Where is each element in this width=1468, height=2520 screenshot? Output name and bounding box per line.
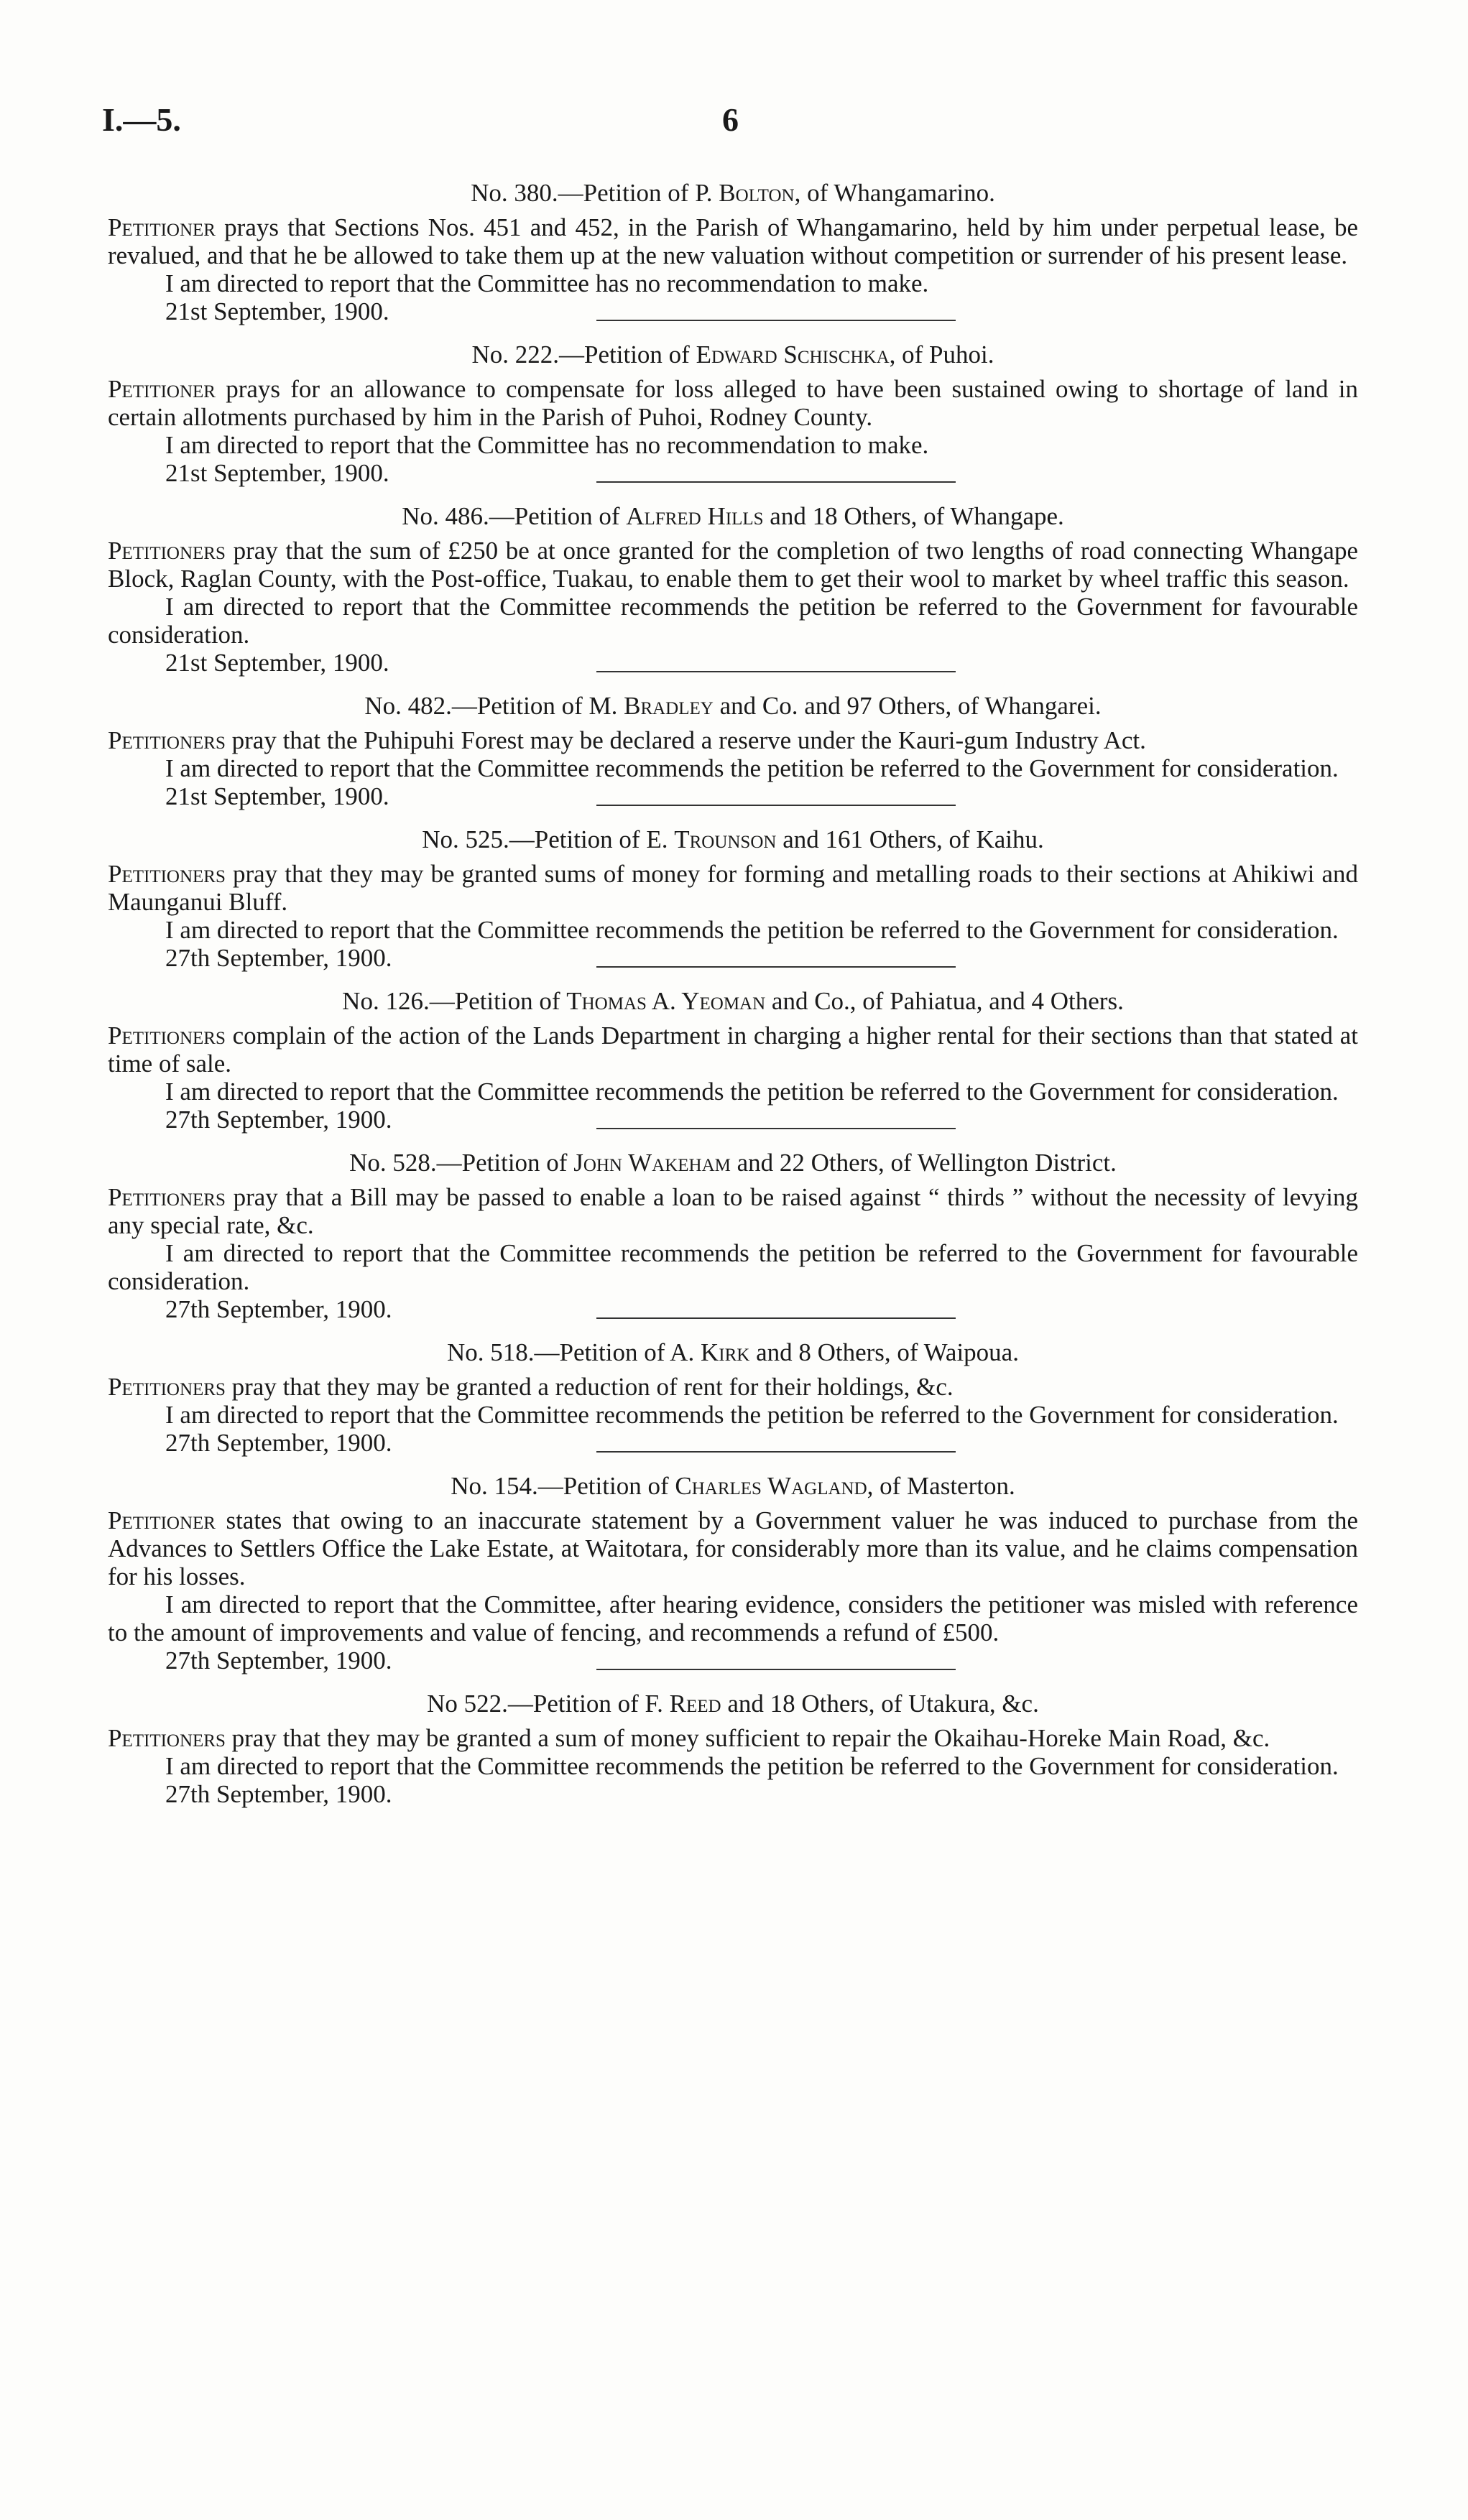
page-header (0, 101, 1468, 144)
title-prefix: No. 482.—Petition of M. (364, 692, 624, 720)
report-date: 21st September, 1900. (165, 297, 389, 325)
report-date: 27th September, 1900. (165, 1106, 392, 1134)
lead-word: Petitioners (108, 860, 226, 888)
petition-prayer (108, 1373, 1358, 1401)
title-suffix: and 8 Others, of Waipoua. (749, 1338, 1019, 1366)
petition-title (108, 1471, 1358, 1501)
title-suffix: and Co. and 97 Others, of Whangarei. (713, 692, 1102, 720)
petitioner-name: Thomas A. Yeoman (566, 987, 766, 1015)
lead-word: Petitioners (108, 1183, 226, 1211)
petition-title (108, 1148, 1358, 1178)
committee-report: I am directed to report that the Committee recommends the petition be referred to the Government for consideration. (165, 1078, 1339, 1106)
committee-report: I am directed to report that the Committee recommends the petition be referred to the Government for consideration. (165, 916, 1339, 944)
lead-word: Petitioner (108, 213, 216, 241)
petition-prayer (108, 1724, 1358, 1752)
petition-prayer (108, 1506, 1358, 1590)
committee-report: I am directed to report that the Committee, after hearing evidence, considers the petitioner was misled with reference to the amount of improvements and value of fencing, and recommends a refund of £500. (108, 1590, 1358, 1646)
petition-title (108, 178, 1358, 208)
lead-word: Petitioners (108, 1724, 226, 1752)
title-suffix: and 18 Others, of Utakura, &c. (721, 1690, 1039, 1718)
title-prefix: No. 528.—Petition of (349, 1149, 574, 1177)
committee-report: I am directed to report that the Committee recommends the petition be referred to the Government for consideration. (165, 754, 1339, 782)
title-prefix: No. 518.—Petition of A. (447, 1338, 701, 1366)
section-divider (596, 320, 956, 321)
petition-525 (108, 825, 1358, 972)
section-divider (596, 966, 956, 968)
petition-title (108, 825, 1358, 855)
report-date: 21st September, 1900. (165, 459, 389, 487)
report-date: 27th September, 1900. (165, 1646, 392, 1674)
section-divider (596, 671, 956, 672)
lead-word: Petitioners (108, 1373, 226, 1401)
petitioner-name: John Wakeham (573, 1149, 731, 1177)
lead-word: Petitioner (108, 375, 216, 403)
committee-report: I am directed to report that the Committee has no recommendation to make. (165, 431, 929, 459)
section-divider (596, 481, 956, 483)
paper-reference: I.—5. (102, 101, 181, 138)
prayer-text: pray that they may be granted a reduction of rent for their holdings, &c. (225, 1373, 954, 1401)
petition-126 (108, 986, 1358, 1134)
page-number: 6 (722, 101, 739, 138)
section-divider (596, 805, 956, 806)
petitioner-name: Edward Schischka (696, 341, 890, 369)
petition-380 (108, 178, 1358, 325)
title-suffix: , of Puhoi. (889, 341, 994, 369)
petition-prayer (108, 1022, 1358, 1078)
prayer-text: complain of the action of the Lands Department in charging a higher rental for their sections than that stated at time of sale. (108, 1022, 1358, 1078)
prayer-text: pray that the Puhipuhi Forest may be declared a reserve under the Kauri-gum Industry Act. (225, 726, 1146, 754)
report-date: 27th September, 1900. (165, 944, 392, 972)
petition-482 (108, 691, 1358, 810)
title-suffix: and 18 Others, of Whangape. (763, 502, 1064, 530)
lead-word: Petitioners (108, 537, 226, 565)
petition-prayer (108, 375, 1358, 431)
petitioner-name: Bolton (719, 179, 795, 207)
title-suffix: and Co., of Pahiatua, and 4 Others. (765, 987, 1124, 1015)
petition-486 (108, 501, 1358, 677)
report-date: 27th September, 1900. (165, 1295, 392, 1323)
prayer-text: pray that they may be granted sums of money for forming and metalling roads to their sections at Ahikiwi and Maunganui Bluff. (108, 860, 1358, 916)
petitioner-name: Reed (669, 1690, 721, 1718)
report-date: 27th September, 1900. (165, 1429, 392, 1457)
petition-522 (108, 1689, 1358, 1808)
committee-report: I am directed to report that the Committee has no recommendation to make. (165, 269, 929, 297)
petitioner-name: Bradley (624, 692, 714, 720)
petition-prayer (108, 1183, 1358, 1239)
petition-prayer (108, 537, 1358, 593)
title-prefix: No. 486.—Petition of (402, 502, 627, 530)
petition-154 (108, 1471, 1358, 1674)
lead-word: Petitioners (108, 726, 226, 754)
title-prefix: No. 222.—Petition of (471, 341, 696, 369)
title-prefix: No. 126.—Petition of (342, 987, 567, 1015)
committee-report: I am directed to report that the Committee recommends the petition be referred to the Government for consideration. (165, 1752, 1339, 1780)
petitioner-name: Trounson (674, 825, 777, 853)
petitioner-name: Kirk (700, 1338, 750, 1366)
title-suffix: , of Masterton. (867, 1472, 1015, 1500)
petition-title (108, 501, 1358, 532)
section-divider (596, 1451, 956, 1453)
report-date: 21st September, 1900. (165, 782, 389, 810)
petition-title (108, 1689, 1358, 1719)
lead-word: Petitioners (108, 1022, 226, 1050)
title-suffix: and 161 Others, of Kaihu. (776, 825, 1044, 853)
petition-prayer (108, 726, 1358, 754)
petition-title (108, 340, 1358, 370)
prayer-text: states that owing to an inaccurate statement by a Government valuer he was induced to purchase from the Advances to Settlers Office the Lake Estate, at Waitotara, for considerably more than its value, and he claims compensation for his losses. (108, 1506, 1358, 1590)
title-prefix: No. 154.—Petition of (451, 1472, 675, 1500)
petition-title (108, 1338, 1358, 1368)
prayer-text: pray that a Bill may be passed to enable a loan to be raised against “ thirds ” without the necessity of levying any special rate, &c. (108, 1183, 1358, 1239)
title-prefix: No. 525.—Petition of E. (422, 825, 675, 853)
prayer-text: prays for an allowance to compensate for loss alleged to have been sustained owing to shortage of land in certain allotments purchased by him in the Parish of Puhoi, Rodney County. (108, 375, 1358, 431)
petition-prayer (108, 213, 1358, 269)
petitioner-name: Charles Wagland (675, 1472, 867, 1500)
report-date: 27th September, 1900. (165, 1780, 392, 1808)
lead-word: Petitioner (108, 1506, 216, 1534)
prayer-text: pray that the sum of £250 be at once granted for the completion of two lengths of road connecting Whangape Block, Raglan County, with the Post-office, Tuakau, to enable them to get their wool to market by wheel traffic this season. (108, 537, 1358, 593)
title-prefix: No. 380.—Petition of P. (471, 179, 719, 207)
title-suffix: , of Whangamarino. (794, 179, 995, 207)
prayer-text: pray that they may be granted a sum of money sufficient to repair the Okaihau-Horeke Main Road, &c. (225, 1724, 1270, 1752)
committee-report: I am directed to report that the Committee recommends the petition be referred to the Government for favourable consideration. (108, 593, 1358, 649)
section-divider (596, 1128, 956, 1129)
petition-528 (108, 1148, 1358, 1323)
section-divider (596, 1317, 956, 1319)
petition-518 (108, 1338, 1358, 1457)
petitioner-name: Alfred Hills (626, 502, 764, 530)
committee-report: I am directed to report that the Committee recommends the petition be referred to the Government for favourable consideration. (108, 1239, 1358, 1295)
petition-prayer (108, 860, 1358, 916)
petitions-list (108, 178, 1358, 1808)
petition-222 (108, 340, 1358, 487)
title-prefix: No 522.—Petition of F. (427, 1690, 670, 1718)
committee-report: I am directed to report that the Committee recommends the petition be referred to the Government for consideration. (165, 1401, 1339, 1429)
report-date: 21st September, 1900. (165, 649, 389, 677)
prayer-text: prays that Sections Nos. 451 and 452, in the Parish of Whangamarino, held by him under perpetual lease, be revalued, and that he be allowed to take them up at the new valuation without competition or surrender of his present lease. (108, 213, 1358, 269)
petition-title (108, 691, 1358, 721)
title-suffix: and 22 Others, of Wellington District. (730, 1149, 1117, 1177)
section-divider (596, 1669, 956, 1670)
petition-title (108, 986, 1358, 1016)
